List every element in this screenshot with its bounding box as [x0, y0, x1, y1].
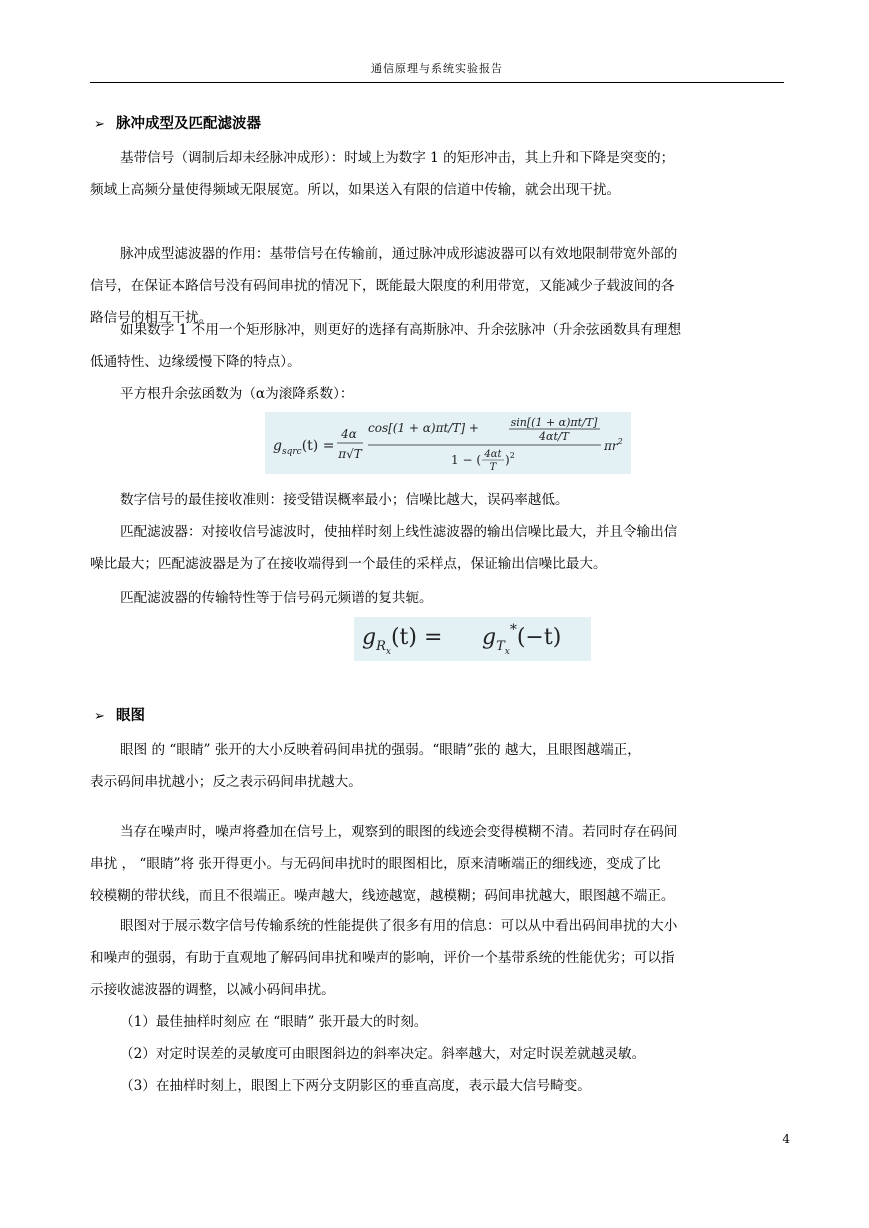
srrc-formula	[265, 412, 631, 474]
svg-text:1 − (: 1 − (	[451, 453, 481, 467]
paragraph-noise-effect	[90, 816, 784, 912]
svg-text:)2: )$^2$	[505, 451, 515, 467]
paragraph-matched-filter-transfer	[90, 582, 784, 614]
running-header: 通信原理与系统实验报告	[371, 62, 503, 75]
text-line: 平方根升余弦函数为（α为滚降系数）：	[120, 386, 354, 402]
matched-filter-formula-graphic	[354, 617, 591, 661]
paragraph-matched-filter	[90, 516, 784, 580]
svg-text:cos[(1 + α)πt/T] +: cos[(1 + α)πt/T] +	[368, 421, 479, 435]
text-line: 串扰 ， “眼睛”将 张开得更小。与无码间串扰时的眼图相比，原来清晰端正的细线迹，变成了比	[90, 856, 661, 872]
svg-text:4αt: 4αt	[484, 449, 502, 460]
paragraph-eye-usefulness	[90, 910, 784, 1006]
svg-text:gsqrc(t) =: $g_{sqrc}(t)$ =	[273, 438, 335, 457]
text-line: 低通特性、边缘缓慢下降的特点）。	[90, 354, 301, 370]
arrow-bullet-icon: ➢	[94, 709, 105, 724]
text-line: 如果数字 1 不用一个矩形脉冲，则更好的选择有高斯脉冲、升余弦脉冲（升余弦函数具有理想	[120, 322, 682, 338]
list-item: （1）最佳抽样时刻应 在 “眼睛” 张开最大的时刻。	[120, 1014, 428, 1030]
paragraph-baseband-signal	[90, 142, 784, 206]
paragraph-optimal-reception	[90, 484, 784, 516]
svg-text:4α: 4α	[341, 427, 357, 441]
section-title: 脉冲成型及匹配滤波器	[116, 116, 261, 132]
text-line: 当存在噪声时，噪声将叠加在信号上，观察到的眼图的线迹会变得模糊不清。若同时存在码间	[120, 824, 678, 840]
arrow-bullet-icon: ➢	[94, 117, 105, 132]
text-line: 噪比最大；匹配滤波器是为了在接收端得到一个最佳的采样点，保证输出信噪比最大。	[90, 556, 607, 572]
list-item: （3）在抽样时刻上，眼图上下两分支阴影区的垂直高度，表示最大信号畸变。	[120, 1078, 591, 1094]
text-line: 脉冲成型滤波器的作用：基带信号在传输前，通过脉冲成形滤波器可以有效地限制带宽外部的	[120, 246, 678, 262]
svg-text:4αt/T: 4αt/T	[539, 430, 569, 443]
list-item: （2）对定时误差的灵敏度可由眼图斜边的斜率决定。斜率越大，对定时误差就越灵敏。	[120, 1046, 646, 1062]
text-line: 眼图 的 “眼睛” 张开的大小反映着码间串扰的强弱。“眼睛”张的 越大，且眼图越端正，	[120, 742, 641, 758]
paragraph-eye-opening	[90, 734, 784, 798]
matched-filter-formula	[354, 617, 591, 661]
svg-text:gTx*(−t): $g_Tx^*(-t)$	[482, 622, 562, 657]
text-line: 较模糊的带状线，而且不很端正。噪声越大，线迹越宽，越模糊；码间串扰越大，眼图越不端正。	[90, 888, 675, 904]
text-line: 眼图对于展示数字信号传输系统的性能提供了很多有用的信息：可以从中看出码间串扰的大小	[120, 918, 678, 934]
svg-text:gRx(t) =: $g_Rx(t)$ =	[362, 625, 443, 657]
text-line: 示接收滤波器的调整，以减小码间串扰。	[90, 982, 335, 998]
section-heading-pulse-shaping	[94, 112, 261, 133]
text-line: 数字信号的最佳接收准则：接受错误概率最小；信噪比越大，误码率越低。	[120, 492, 569, 508]
text-line: 表示码间串扰越小；反之表示码间串扰越大。	[90, 774, 362, 790]
section-title: 眼图	[116, 708, 145, 724]
text-line: 信号，在保证本路信号没有码间串扰的情况下，既能最大限度的利用带宽，又能减少子载波间的各	[90, 278, 675, 294]
text-line: 路信号的相互干扰。	[90, 310, 213, 326]
text-line: 和噪声的强弱，有助于直观地了解码间串扰和噪声的影响，评价一个基带系统的性能优劣；可以指	[90, 950, 675, 966]
paragraph-pulse-options	[90, 314, 784, 378]
paragraph-srrc-intro	[90, 378, 784, 410]
svg-text:T: T	[489, 462, 497, 473]
eye-diagram-points-list	[90, 1006, 784, 1102]
svg-text:πr2: $\pi r^2$	[604, 437, 623, 453]
text-line: 基带信号（调制后却未经脉冲成形）：时域上为数字 1 的矩形冲击，其上升和下降是突变的；	[120, 150, 675, 166]
srrc-formula-graphic	[265, 412, 631, 474]
text-line: 匹配滤波器：对接收信号滤波时，使抽样时刻上线性滤波器的输出信噪比最大，并且令输出信	[120, 524, 678, 540]
text-line: 匹配滤波器的传输特性等于信号码元频谱的复共轭。	[120, 590, 433, 606]
svg-text:π√T: π√T	[338, 447, 362, 461]
svg-text:sin[(1 + α)πt/T]: sin[(1 + α)πt/T]	[510, 416, 598, 429]
section-heading-eye-diagram	[94, 704, 145, 725]
text-line: 频域上高频分量使得频域无限展宽。所以，如果送入有限的信道中传输，就会出现干扰。	[90, 182, 621, 198]
page-number: 4	[782, 1132, 790, 1146]
header-divider	[90, 82, 784, 83]
